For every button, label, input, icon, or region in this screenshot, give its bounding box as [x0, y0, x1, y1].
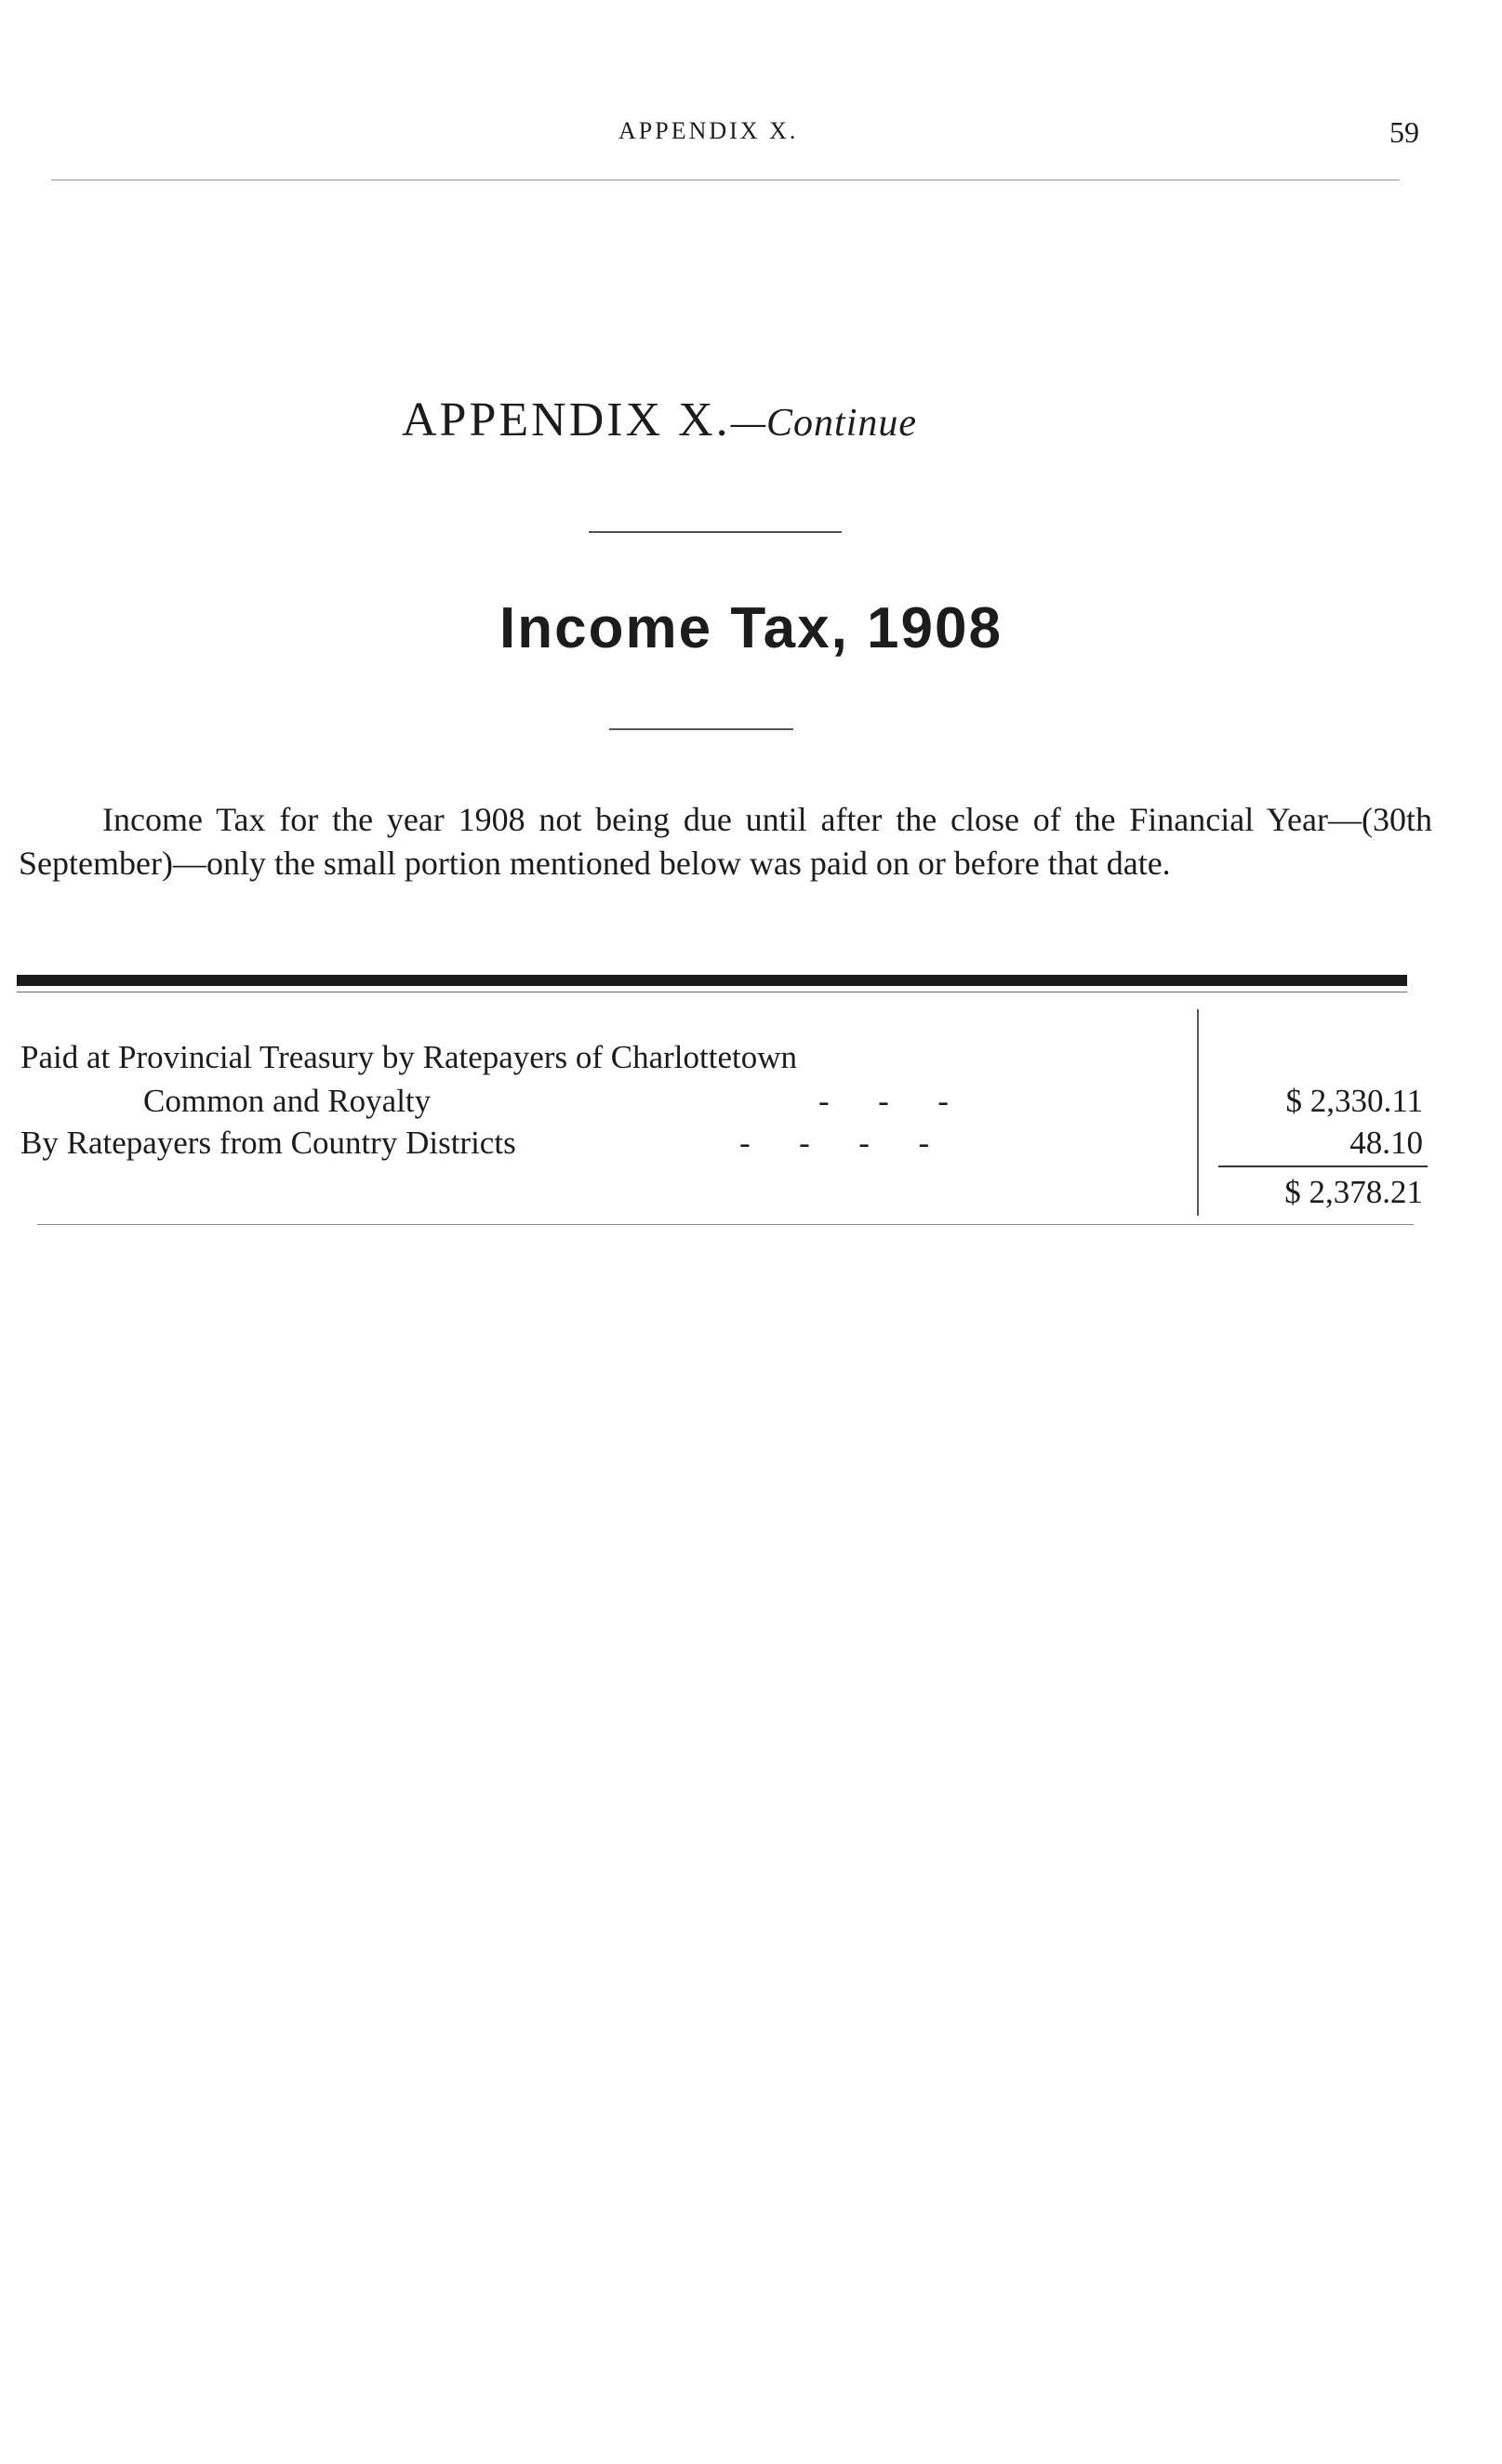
intro-paragraph: Income Tax for the year 1908 not being due until after the close of the Financial Year—(30th September)—only the small portion mentioned below was paid on or before that date. [19, 801, 1432, 882]
entry-charlottetown-line2: Common and Royalty [143, 1083, 432, 1119]
leader-dashes: - - - - [739, 1125, 930, 1161]
amount-total: $ 2,378.21 [1284, 1174, 1423, 1210]
entry-charlottetown-line1: Paid at Provincial Treasury by Ratepayers of Charlottetown [20, 1039, 797, 1075]
sum-rule [1218, 1165, 1428, 1167]
appendix-label: APPENDIX X. [402, 393, 731, 446]
appendix-heading [402, 393, 917, 447]
leader-dashes: - - - [818, 1083, 949, 1119]
title-rule-lower [609, 728, 793, 730]
entry-country-districts: By Ratepayers from Country Districts [20, 1125, 516, 1161]
title-rule-upper [589, 531, 842, 533]
amount-column-divider [1197, 1009, 1199, 1216]
page-title: Income Tax, 1908 [499, 596, 1003, 660]
page-number: 59 [1389, 115, 1419, 149]
amount-charlottetown: $ 2,330.11 [1285, 1083, 1423, 1119]
continued-label: —Continue [730, 402, 918, 445]
amount-country-districts: 48.10 [1349, 1125, 1423, 1161]
table-top-rule [17, 975, 1407, 986]
running-head: APPENDIX X. [618, 117, 799, 144]
table-bottom-rule [37, 1224, 1414, 1225]
